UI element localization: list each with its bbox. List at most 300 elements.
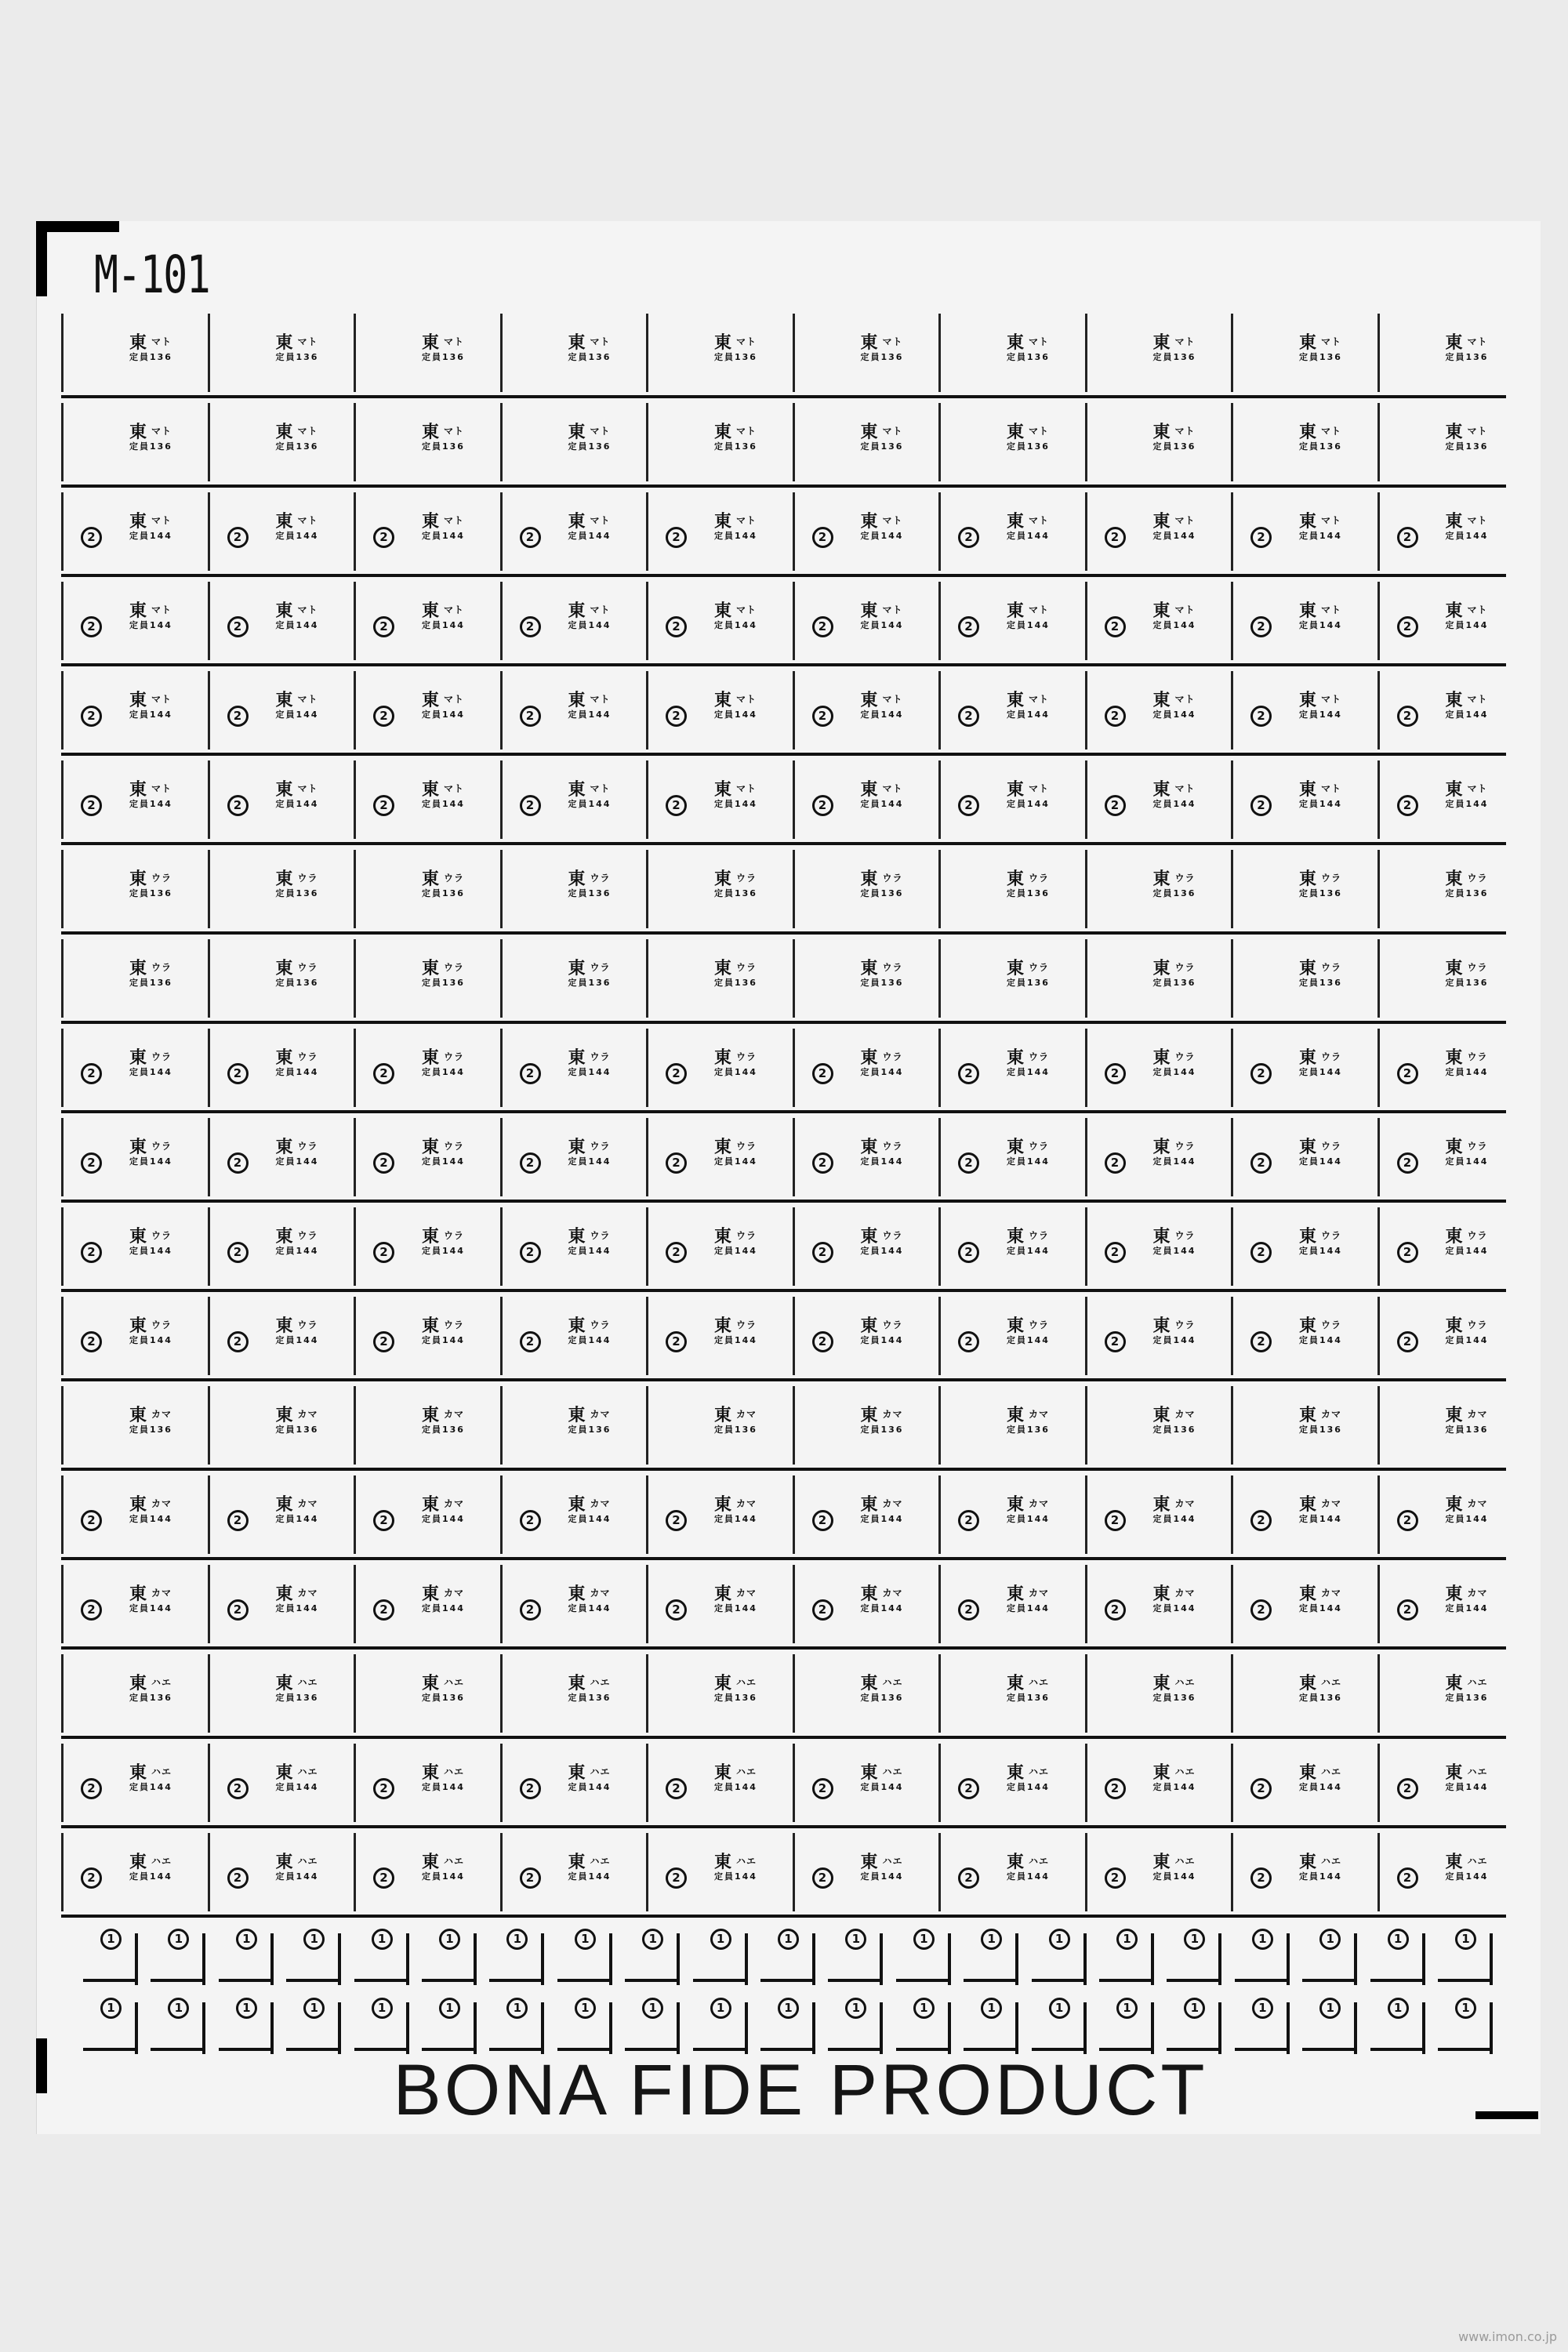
decal-cell [646,671,794,750]
depot-kanji: 東 [860,423,878,442]
car-number-circle: 2 [520,1510,541,1531]
depot-kanji: 東 [714,512,732,532]
decal-cell [500,850,648,928]
car-number-circle: 2 [227,1599,249,1621]
tab-side-line [1422,2002,1425,2054]
car-number-circle: 2 [666,1510,687,1531]
decal-cell [793,1029,941,1107]
tab-side-line [677,1933,680,1985]
depot-kanji: 東 [860,1138,878,1157]
number-tab [760,1994,815,2051]
number-one-circle: 1 [1049,1929,1070,1950]
depot-kana: マト [1321,604,1342,615]
decal-cell [208,492,356,571]
tab-side-line [406,2002,409,2054]
number-one-circle: 1 [506,1929,528,1950]
decal-cell [208,760,356,839]
capacity-label: 定員144 [568,1067,612,1077]
depot-kanji: 東 [1445,333,1463,353]
car-number-circle: 2 [1397,527,1418,548]
depot-kanji: 東 [422,1138,440,1157]
decal-cell [1377,1475,1526,1554]
capacity-label: 定員144 [129,1514,172,1524]
decal-cell [1231,939,1379,1018]
number-one-circle: 1 [710,1998,731,2019]
capacity-label: 定員144 [1299,799,1342,809]
car-number-circle: 2 [812,706,833,727]
number-tab [1099,1994,1154,2051]
depot-kana: ハエ [1467,1856,1488,1867]
tab-underline [693,1979,748,1982]
decal-cell [61,1654,209,1733]
depot-kana: カマ [1029,1498,1050,1509]
car-number-circle: 2 [812,1599,833,1621]
depot-kana: ウラ [151,1141,172,1152]
number-one-circle: 1 [575,1998,596,2019]
capacity-label: 定員136 [714,888,757,898]
depot-kanji: 東 [860,1227,878,1247]
capacity-label: 定員136 [714,441,757,452]
decal-cell [208,939,356,1018]
car-number-circle: 2 [1250,1867,1272,1889]
capacity-label: 定員144 [1299,1514,1342,1524]
depot-kanji: 東 [1299,512,1317,532]
registration-mark-top-left-vertical [36,221,47,296]
tab-side-line [135,1933,138,1985]
number-tab [354,1926,409,1982]
car-number-circle: 2 [227,1063,249,1084]
depot-kanji: 東 [568,959,586,978]
car-number-circle: 2 [520,706,541,727]
number-tab [354,1994,409,2051]
depot-kana: ウラ [1029,1230,1050,1241]
number-one-circle: 1 [100,1998,122,2019]
number-tab [1438,1994,1493,2051]
capacity-label: 定員136 [275,1693,319,1703]
depot-kana: カマ [590,1588,611,1599]
capacity-label: 定員144 [1007,1603,1050,1613]
depot-kana: ウラ [882,1051,903,1062]
car-number-circle: 2 [227,706,249,727]
decal-cell [1085,1029,1233,1107]
tab-underline [151,2048,205,2051]
capacity-label: 定員144 [714,1603,757,1613]
depot-kana: ハエ [1174,1766,1196,1777]
decal-cell [793,1118,941,1196]
number-tab [1032,1994,1087,2051]
car-number-circle: 2 [373,1510,394,1531]
car-number-circle: 2 [81,1778,102,1799]
depot-kanji: 東 [275,333,293,353]
depot-kana: ウラ [151,1230,172,1241]
number-one-circle: 1 [981,1998,1002,2019]
depot-kana: ウラ [1029,1141,1050,1152]
depot-kanji: 東 [860,1674,878,1693]
depot-kana: マト [882,783,903,794]
decal-cell [1231,1386,1379,1465]
tab-side-line [202,2002,205,2054]
decal-cell [354,1118,502,1196]
capacity-label: 定員144 [129,1782,172,1792]
depot-kana: マト [297,426,318,437]
capacity-label: 定員136 [422,978,465,988]
registration-mark-top-left [36,221,119,232]
decal-row [61,939,1506,1024]
tab-underline [354,1979,409,1982]
depot-kana: カマ [882,1498,903,1509]
capacity-label: 定員144 [860,1514,904,1524]
depot-kana: マト [1467,694,1488,705]
depot-kana: マト [444,336,465,347]
tab-side-line [745,1933,748,1985]
car-number-circle: 2 [1250,1331,1272,1352]
decal-row [61,850,1506,935]
car-number-circle: 2 [812,1063,833,1084]
car-number-circle: 2 [1397,1510,1418,1531]
depot-kanji: 東 [1007,1227,1025,1247]
depot-kana: マト [882,336,903,347]
decal-cell [646,760,794,839]
depot-kana: ハエ [882,1856,903,1867]
depot-kanji: 東 [275,1406,293,1425]
capacity-label: 定員144 [1152,1335,1196,1345]
decal-cell [354,314,502,392]
capacity-label: 定員136 [1007,1693,1050,1703]
number-one-circle: 1 [845,1929,866,1950]
depot-kana: ウラ [1321,1051,1342,1062]
car-number-circle: 2 [1250,616,1272,637]
decal-cell [793,1475,941,1554]
capacity-label: 定員136 [1299,888,1342,898]
depot-kana: ハエ [444,1856,465,1867]
depot-kanji: 東 [1152,512,1171,532]
number-one-circle: 1 [981,1929,1002,1950]
capacity-label: 定員144 [714,1067,757,1077]
capacity-label: 定員144 [714,1246,757,1256]
car-number-circle: 2 [666,1331,687,1352]
depot-kana: ハエ [1467,1677,1488,1688]
depot-kana: ウラ [1321,1319,1342,1330]
registration-mark-bottom-right [1475,2111,1538,2119]
depot-kanji: 東 [1152,869,1171,889]
tab-side-line [202,1933,205,1985]
depot-kanji: 東 [129,1763,147,1783]
decal-cell [938,314,1087,392]
number-one-circle: 1 [1049,1998,1070,2019]
depot-kana: マト [151,604,172,615]
tab-underline [760,1979,815,1982]
capacity-label: 定員144 [1445,710,1489,720]
decal-cell [1231,1029,1379,1107]
depot-kana: マト [736,515,757,526]
depot-kana: マト [590,604,611,615]
decal-cell [354,1207,502,1286]
capacity-label: 定員144 [714,620,757,630]
decal-cell [938,760,1087,839]
decal-cell [938,1475,1087,1554]
car-number-circle: 2 [81,1867,102,1889]
depot-kana: カマ [1321,1498,1342,1509]
decal-cell [208,403,356,481]
car-number-circle: 2 [958,1242,979,1263]
car-number-circle: 2 [520,1152,541,1174]
depot-kanji: 東 [422,333,440,353]
decal-cell [1231,1207,1379,1286]
depot-kana: マト [1467,783,1488,794]
capacity-label: 定員144 [1007,799,1050,809]
decal-cell [1231,850,1379,928]
depot-kanji: 東 [129,1584,147,1604]
number-tab [489,1994,544,2051]
car-number-circle: 2 [812,1867,833,1889]
depot-kana: ウラ [1321,1230,1342,1241]
depot-kana: ウラ [297,1319,318,1330]
decal-cell [61,671,209,750]
capacity-label: 定員144 [422,1246,465,1256]
capacity-label: 定員144 [1007,1156,1050,1167]
tab-underline [1099,1979,1154,1982]
decal-cell [646,939,794,1018]
decal-cell [1377,1118,1526,1196]
capacity-label: 定員136 [129,1693,172,1703]
depot-kanji: 東 [860,1584,878,1604]
decal-row [61,314,1506,398]
tab-side-line [948,2002,951,2054]
decal-cell [646,403,794,481]
tab-underline [1370,2048,1425,2051]
decal-cell [208,1297,356,1375]
capacity-label: 定員136 [1299,978,1342,988]
decal-cell [354,403,502,481]
depot-kanji: 東 [714,1227,732,1247]
depot-kana: カマ [1029,1588,1050,1599]
decal-cell [1085,1833,1233,1911]
number-one-circle: 1 [1252,1998,1273,2019]
number-one-circle: 1 [1455,1998,1476,2019]
depot-kana: ハエ [882,1766,903,1777]
car-number-circle: 2 [812,1152,833,1174]
decal-row [61,1475,1506,1560]
decal-cell [793,1565,941,1643]
capacity-label: 定員136 [568,441,612,452]
depot-kanji: 東 [1007,601,1025,621]
capacity-label: 定員136 [860,978,904,988]
decal-cell [354,671,502,750]
depot-kana: ハエ [1174,1856,1196,1867]
decal-cell [1377,1744,1526,1822]
car-number-circle: 2 [81,1599,102,1621]
depot-kanji: 東 [422,691,440,710]
number-tab [286,1994,341,2051]
depot-kanji: 東 [1445,1584,1463,1604]
car-number-circle: 2 [812,616,833,637]
depot-kana: マト [1029,694,1050,705]
capacity-label: 定員144 [275,710,319,720]
car-number-circle: 2 [520,1063,541,1084]
decal-cell [500,760,648,839]
depot-kanji: 東 [1299,1674,1317,1693]
depot-kana: マト [882,694,903,705]
decal-cell [1231,314,1379,392]
capacity-label: 定員136 [714,1693,757,1703]
capacity-label: 定員136 [860,888,904,898]
depot-kanji: 東 [1299,1584,1317,1604]
depot-kana: マト [1174,426,1196,437]
depot-kana: ウラ [736,1230,757,1241]
decal-cell [938,671,1087,750]
number-tab [219,1926,274,1982]
depot-kanji: 東 [275,1316,293,1336]
depot-kana: マト [444,515,465,526]
capacity-label: 定員144 [422,799,465,809]
depot-kana: マト [1467,604,1488,615]
decal-cell [61,1118,209,1196]
number-one-circle: 1 [168,1929,189,1950]
tab-underline [83,2048,138,2051]
car-number-circle: 2 [1105,1152,1126,1174]
car-number-circle: 2 [666,1599,687,1621]
car-number-circle: 2 [81,527,102,548]
depot-kana: カマ [590,1498,611,1509]
number-tab [1099,1926,1154,1982]
car-number-circle: 2 [958,706,979,727]
capacity-label: 定員136 [1445,1693,1489,1703]
capacity-label: 定員144 [1445,1067,1489,1077]
number-one-circle: 1 [913,1998,935,2019]
capacity-label: 定員136 [275,441,319,452]
decal-cell [500,582,648,660]
number-one-circle: 1 [506,1998,528,2019]
depot-kana: ハエ [1029,1856,1050,1867]
tab-side-line [1287,2002,1290,2054]
car-number-circle: 2 [958,1152,979,1174]
decal-cell [793,492,941,571]
capacity-label: 定員144 [1152,1246,1196,1256]
capacity-label: 定員136 [422,1693,465,1703]
decal-cell [208,1744,356,1822]
tab-underline [286,1979,341,1982]
capacity-label: 定員136 [129,888,172,898]
depot-kana: カマ [882,1409,903,1420]
capacity-label: 定員144 [860,710,904,720]
depot-kana: マト [882,426,903,437]
capacity-label: 定員144 [1445,1156,1489,1167]
car-number-circle: 2 [1250,1063,1272,1084]
decal-cell [1377,1029,1526,1107]
depot-kanji: 東 [568,333,586,353]
number-tab [83,1926,138,1982]
capacity-label: 定員144 [568,1782,612,1792]
depot-kanji: 東 [714,601,732,621]
depot-kanji: 東 [1445,869,1463,889]
depot-kanji: 東 [714,691,732,710]
capacity-label: 定員144 [1299,1782,1342,1792]
depot-kana: ウラ [882,1141,903,1152]
tab-underline [1167,1979,1221,1982]
decal-cell [1085,760,1233,839]
tab-side-line [1151,1933,1154,1985]
depot-kanji: 東 [275,601,293,621]
tab-underline [1032,1979,1087,1982]
capacity-label: 定員136 [1445,352,1489,362]
decal-cell [1377,850,1526,928]
depot-kana: マト [736,783,757,794]
decal-row [61,1207,1506,1292]
depot-kana: ウラ [1467,1141,1488,1152]
depot-kana: ウラ [297,962,318,973]
capacity-label: 定員144 [422,1782,465,1792]
depot-kana: マト [736,336,757,347]
depot-kanji: 東 [129,512,147,532]
decal-cell [354,1297,502,1375]
depot-kana: ハエ [882,1677,903,1688]
number-one-circle: 1 [575,1929,596,1950]
decal-cell [646,850,794,928]
depot-kana: ハエ [1174,1677,1196,1688]
car-number-circle: 2 [958,527,979,548]
car-number-circle: 2 [1397,1599,1418,1621]
car-number-circle: 2 [666,1778,687,1799]
decal-cell [500,671,648,750]
depot-kanji: 東 [1299,869,1317,889]
tab-side-line [1490,1933,1493,1985]
car-number-circle: 2 [227,1152,249,1174]
depot-kana: カマ [1174,1498,1196,1509]
car-number-circle: 2 [1250,527,1272,548]
decal-cell [1085,1565,1233,1643]
decal-cell [646,1386,794,1465]
capacity-label: 定員144 [568,1156,612,1167]
tab-side-line [609,1933,612,1985]
capacity-label: 定員136 [860,352,904,362]
depot-kana: ハエ [590,1856,611,1867]
depot-kana: ウラ [444,1319,465,1330]
tab-side-line [1083,1933,1087,1985]
capacity-label: 定員144 [1007,1335,1050,1345]
depot-kana: マト [736,426,757,437]
capacity-label: 定員136 [568,888,612,898]
footer-text: BONA FIDE PRODUCT [393,2050,1208,2130]
decal-cell [61,1833,209,1911]
capacity-label: 定員144 [1152,1156,1196,1167]
capacity-label: 定員144 [129,1067,172,1077]
depot-kanji: 東 [129,1495,147,1515]
capacity-label: 定員144 [1445,620,1489,630]
decal-row [61,1565,1506,1650]
decal-cell [61,850,209,928]
depot-kana: ウラ [297,1230,318,1241]
car-number-circle: 2 [227,795,249,816]
depot-kanji: 東 [422,423,440,442]
depot-kanji: 東 [714,333,732,353]
number-one-circle: 1 [1319,1998,1341,2019]
decal-cell [208,1565,356,1643]
depot-kanji: 東 [129,1853,147,1872]
decal-cell [1085,850,1233,928]
depot-kanji: 東 [1007,780,1025,800]
depot-kana: カマ [736,1588,757,1599]
depot-kana: ウラ [1174,1319,1196,1330]
capacity-label: 定員144 [714,531,757,541]
decal-cell [1377,671,1526,750]
depot-kana: カマ [882,1588,903,1599]
depot-kanji: 東 [1445,1853,1463,1872]
capacity-label: 定員144 [568,620,612,630]
depot-kanji: 東 [129,601,147,621]
depot-kana: カマ [151,1588,172,1599]
depot-kanji: 東 [568,1584,586,1604]
number-one-circle: 1 [1455,1929,1476,1950]
